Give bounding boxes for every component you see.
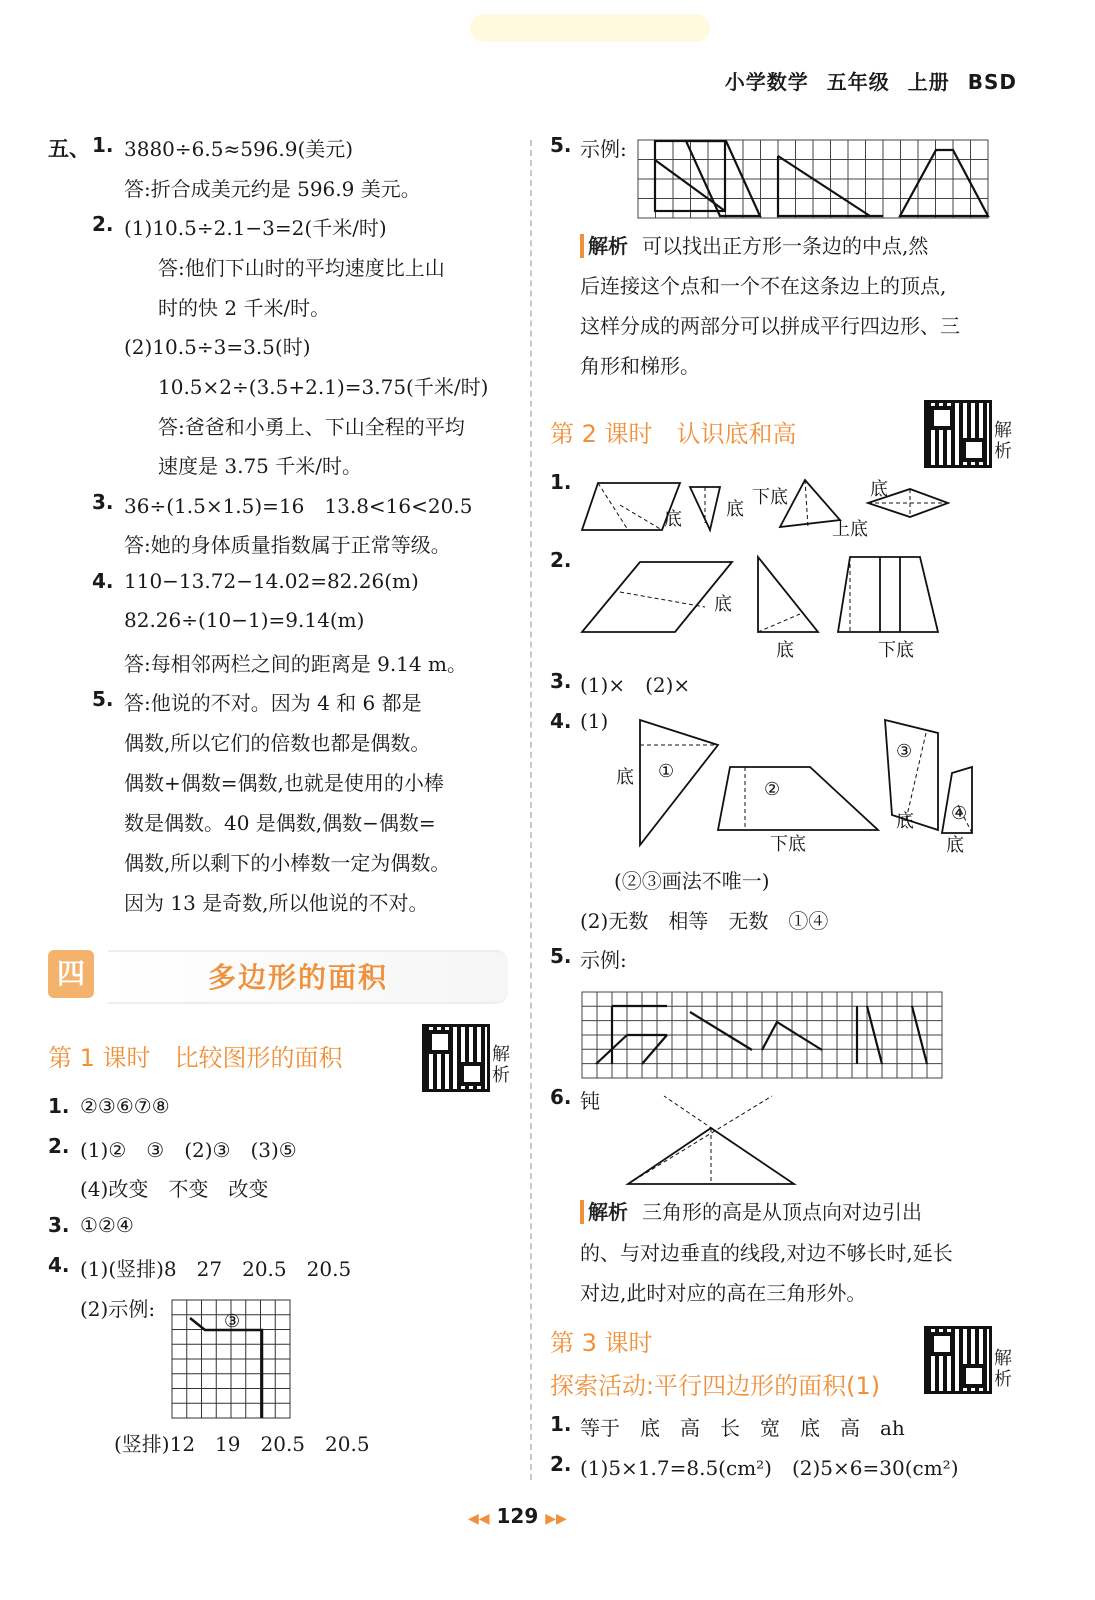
next-arrow-icon: ▶▶ [545, 1511, 567, 1527]
l2q4-label-1: 底 [616, 767, 634, 788]
l2q4-number: 4. [550, 709, 572, 733]
lesson3-title-1: 第 3 课时 [550, 1329, 653, 1357]
l2q4-label-7: ④ [951, 803, 968, 824]
header-edition: BSD [967, 70, 1017, 94]
l2q4-label-4: 下底 [770, 834, 806, 855]
analysis2-line2: 的、与对边垂直的线段,对边不够长时,延长 [580, 1241, 953, 1265]
l1q3-number: 3. [48, 1213, 70, 1237]
header-grade: 五年级 [826, 70, 890, 94]
l2q4-label-2: ① [658, 761, 675, 782]
l2q4-label-3: ② [764, 779, 781, 800]
l3q2-answer: (1)5×1.7=8.5(cm²) (2)5×6=30(cm²) [580, 1456, 959, 1480]
l2q4-label-5: ③ [896, 741, 913, 762]
l1q2-answer-b: (4)改变 不变 改变 [80, 1177, 269, 1201]
l2q3-number: 3. [550, 669, 572, 693]
column-divider [530, 140, 532, 1480]
l2q4-part2: (2)无数 相等 无数 ①④ [580, 909, 829, 933]
square-division-grid [638, 140, 990, 220]
l2q2-number: 2. [550, 548, 572, 572]
l2q1-figures [580, 475, 960, 545]
l2q1-label-3: 下底 [752, 487, 788, 508]
q2-part2-a: (2)10.5÷3=3.5(时) [124, 335, 311, 359]
obtuse-triangle-figure [626, 1090, 801, 1190]
analysis1-tag: 解析 [580, 234, 628, 258]
chapter-badge: 四 [48, 950, 94, 998]
q2-answer2-a: 答:爸爸和小勇上、下山全程的平均 [158, 415, 465, 439]
q5-number: 5. [92, 687, 114, 711]
l2q4-note: (②③画法不唯一) [614, 869, 770, 893]
l2q5-number: 5. [550, 944, 572, 968]
q2-part2-b: 10.5×2÷(3.5+2.1)=3.75(千米/时) [158, 375, 489, 399]
qr-label: 解析 [994, 420, 1012, 462]
q1-answer: 答:折合成美元约是 596.9 美元。 [124, 177, 421, 201]
q2-part1: (1)10.5÷2.1−3=2(千米/时) [124, 216, 387, 240]
l2q2-figures [580, 552, 960, 662]
analysis2-line3: 对边,此时对应的高在三角形外。 [580, 1281, 867, 1305]
qr-code-icon[interactable] [924, 1326, 992, 1394]
l2q5-grid-figure [582, 992, 944, 1080]
chapter-banner [48, 950, 510, 1002]
q2-number: 2. [92, 212, 114, 236]
l2q3-answer: (1)× (2)× [580, 673, 691, 697]
q1-calc: 3880÷6.5≈596.9(美元) [124, 137, 354, 161]
analysis2-tag: 解析 [580, 1200, 628, 1224]
l2q1-label-1: 底 [664, 509, 682, 530]
l2q1-label-2: 底 [726, 499, 744, 520]
qr-label: 解析 [994, 1348, 1012, 1390]
l2q2-label-1: 底 [714, 594, 732, 615]
q2-answer1-a: 答:他们下山时的平均速度比上山 [158, 256, 445, 280]
l1q4-answer-a: (1)(竖排)8 27 20.5 20.5 [80, 1257, 352, 1281]
grid-label: ③ [224, 1311, 241, 1332]
page-footer [468, 1504, 567, 1528]
analysis1-line1 [580, 230, 928, 259]
l3q1-number: 1. [550, 1412, 572, 1436]
analysis1-line3: 这样分成的两部分可以拼成平行四边形、三 [580, 314, 960, 338]
q4-calc2: 82.26÷(10−1)=9.14(m) [124, 608, 365, 632]
header-volume: 上册 [907, 70, 950, 94]
l2q4-part1: (1) [580, 709, 609, 733]
lesson1-title: 第 1 课时 比较图形的面积 [48, 1044, 343, 1072]
r-q5-number: 5. [550, 133, 572, 157]
analysis1-line4: 角形和梯形。 [580, 354, 700, 378]
l2q4-label-8: 底 [946, 835, 964, 856]
l2q4-figures [610, 715, 990, 860]
qr-code-icon[interactable] [422, 1024, 490, 1092]
q3-answer: 答:她的身体质量指数属于正常等级。 [124, 533, 451, 557]
q5-line3: 偶数+偶数=偶数,也就是使用的小棒 [124, 771, 444, 795]
q3-number: 3. [92, 490, 114, 514]
l3q1-answer: 等于 底 高 长 宽 底 高 ah [580, 1416, 905, 1440]
q1-number: 1. [92, 133, 114, 157]
prev-arrow-icon: ◀◀ [468, 1511, 490, 1527]
q5-line2: 偶数,所以它们的倍数也都是偶数。 [124, 731, 431, 755]
l2q6-number: 6. [550, 1085, 572, 1109]
l3q2-number: 2. [550, 1452, 572, 1476]
l2q1-label-4: 上底 [832, 519, 868, 540]
l2q5-label: 示例: [580, 948, 627, 972]
l1q4-answer-b: (2)示例: [80, 1297, 156, 1321]
r-q5-label: 示例: [580, 137, 627, 161]
q5-line4: 数是偶数。40 是偶数,偶数−偶数= [124, 811, 436, 835]
q4-calc1: 110−13.72−14.02=82.26(m) [124, 569, 419, 593]
header-decoration [470, 14, 710, 42]
l1q1-answer: ②③⑥⑦⑧ [80, 1094, 170, 1118]
l1q3-answer: ①②④ [80, 1213, 134, 1237]
page-header [707, 66, 1017, 95]
l2q1-number: 1. [550, 470, 572, 494]
q4-answer: 答:每相邻两栏之间的距离是 9.14 m。 [124, 652, 467, 676]
l1q2-answer-a: (1)② ③ (2)③ (3)⑤ [80, 1138, 297, 1162]
l2q1-label-5: 底 [870, 479, 888, 500]
qr-label: 解析 [492, 1044, 510, 1086]
analysis2-text1: 三角形的高是从顶点向对边引出 [642, 1200, 922, 1224]
q5-line5: 偶数,所以剩下的小棒数一定为偶数。 [124, 851, 451, 875]
header-subject: 小学数学 [724, 70, 809, 94]
analysis2-line1 [580, 1196, 922, 1225]
analysis1-text1: 可以找出正方形一条边的中点,然 [642, 234, 929, 258]
analysis1-line2: 后连接这个点和一个不在这条边上的顶点, [580, 274, 947, 298]
lesson2-title: 第 2 课时 认识底和高 [550, 420, 797, 448]
q3-calc: 36÷(1.5×1.5)=16 13.8<16<20.5 [124, 494, 473, 518]
q2-answer2-b: 速度是 3.75 千米/时。 [158, 454, 362, 478]
q4-number: 4. [92, 569, 114, 593]
l1q4-grid-figure [172, 1300, 292, 1420]
q5-line1: 答:他说的不对。因为 4 和 6 都是 [124, 691, 422, 715]
l1q1-number: 1. [48, 1094, 70, 1118]
l2q6-answer: 钝 [580, 1089, 600, 1113]
lesson3-title-2: 探索活动:平行四边形的面积(1) [550, 1372, 881, 1400]
page-number: 129 [496, 1504, 539, 1528]
l2q2-label-2: 底 [776, 640, 794, 661]
l2q2-label-3: 下底 [878, 640, 914, 661]
l1q4-number: 4. [48, 1253, 70, 1277]
l2q4-label-6: 底 [896, 811, 914, 832]
l1q2-number: 2. [48, 1134, 70, 1158]
qr-code-icon[interactable] [924, 400, 992, 468]
chapter-title: 多边形的面积 [208, 961, 389, 994]
q2-answer1-b: 时的快 2 千米/时。 [158, 296, 331, 320]
section-five-marker: 五、 [48, 137, 90, 161]
q5-line6: 因为 13 是奇数,所以他说的不对。 [124, 891, 429, 915]
l1q4-answer-c: (竖排)12 19 20.5 20.5 [114, 1432, 370, 1456]
